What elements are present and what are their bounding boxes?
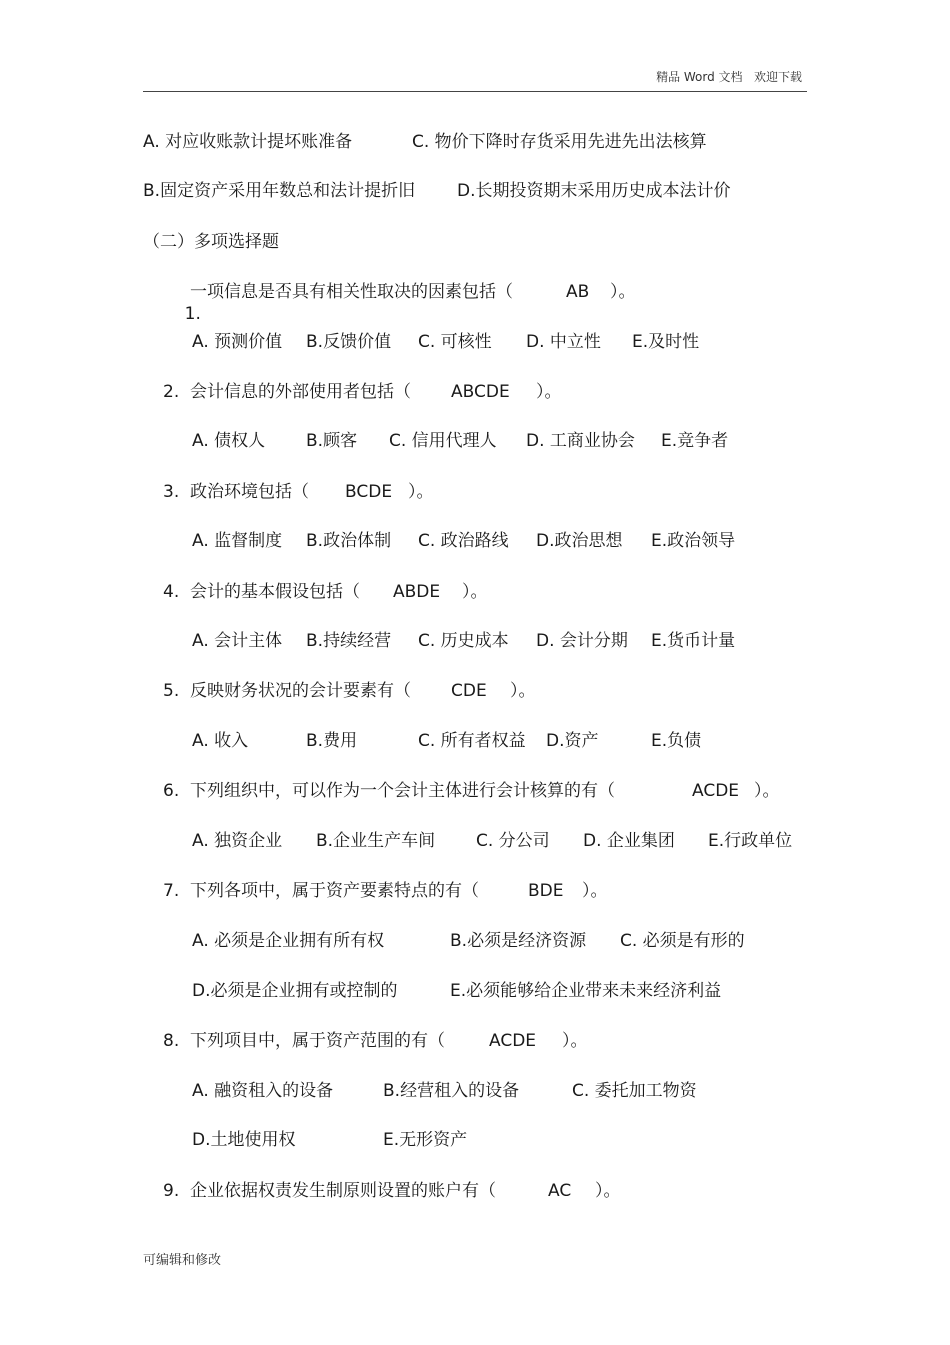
question-9-close: ）。 — [595, 1181, 621, 1201]
question-4-answer: ABDE — [393, 582, 441, 602]
option: C. 委托加工物资 — [572, 1081, 697, 1101]
option: B.政治体制 — [306, 531, 392, 551]
option: D.资产 — [546, 731, 599, 751]
carryover-option-c: C. 物价下降时存货采用先进先出法核算 — [412, 132, 707, 152]
option: D. 中立性 — [526, 332, 601, 352]
question-7-number: 7. — [163, 881, 180, 901]
question-7-close: ）。 — [582, 881, 608, 901]
carryover-option-a: A. 对应收账款计提坏账准备 — [143, 132, 353, 152]
option: E.无形资产 — [383, 1130, 468, 1150]
option: A. 债权人 — [192, 431, 266, 451]
carryover-option-b: B.固定资产采用年数总和法计提折旧 — [143, 181, 416, 201]
question-2-stem: 会计信息的外部使用者包括（ — [190, 382, 411, 402]
question-3-answer: BCDE — [345, 482, 393, 502]
option: E.竞争者 — [661, 431, 729, 451]
question-9-answer: AC — [548, 1181, 572, 1201]
question-2-number: 2. — [163, 382, 180, 402]
question-5-answer: CDE — [451, 681, 487, 701]
option: E.行政单位 — [708, 831, 793, 851]
option: C. 所有者权益 — [418, 731, 526, 751]
question-1-stem: 一项信息是否具有相关性取决的因素包括（ — [190, 282, 513, 302]
option: A. 预测价值 — [192, 332, 283, 352]
question-2-close: ）。 — [536, 382, 562, 402]
option: C. 必须是有形的 — [620, 931, 745, 951]
option: B.反馈价值 — [306, 332, 392, 352]
question-1-answer: AB — [566, 282, 590, 302]
question-7-stem: 下列各项中，属于资产要素特点的有（ — [190, 881, 479, 901]
question-5-stem: 反映财务状况的会计要素有（ — [190, 681, 411, 701]
question-4-close: ）。 — [462, 582, 488, 602]
question-3-number: 3. — [163, 482, 180, 502]
section-title: （二）多项选择题 — [143, 232, 279, 252]
option: B.持续经营 — [306, 631, 392, 651]
option: C. 可核性 — [418, 332, 492, 352]
option: B.费用 — [306, 731, 358, 751]
question-9-number: 9. — [163, 1181, 180, 1201]
question-7-answer: BDE — [528, 881, 564, 901]
option: C. 信用代理人 — [389, 431, 497, 451]
option: E.货币计量 — [651, 631, 736, 651]
question-8-stem: 下列项目中，属于资产范围的有（ — [190, 1031, 445, 1051]
option: A. 会计主体 — [192, 631, 283, 651]
option: E.必须能够给企业带来未来经济利益 — [450, 981, 722, 1001]
option: A. 必须是企业拥有所有权 — [192, 931, 385, 951]
option: A. 监督制度 — [192, 531, 283, 551]
option: C. 历史成本 — [418, 631, 509, 651]
option: B.必须是经济资源 — [450, 931, 587, 951]
question-4-stem: 会计的基本假设包括（ — [190, 582, 360, 602]
question-4-number: 4. — [163, 582, 180, 602]
option: B.企业生产车间 — [316, 831, 436, 851]
question-number: 1. — [184, 304, 201, 324]
question-3-stem: 政治环境包括（ — [190, 482, 309, 502]
footer-text: 可编辑和修改 — [143, 1253, 222, 1268]
question-3-close: ）。 — [408, 482, 434, 502]
option: D.政治思想 — [536, 531, 623, 551]
question-2-answer: ABCDE — [451, 382, 510, 402]
question-5-number: 5. — [163, 681, 180, 701]
option: D. 会计分期 — [536, 631, 628, 651]
question-8-answer: ACDE — [489, 1031, 537, 1051]
option: E.及时性 — [632, 332, 700, 352]
question-6-number: 6. — [163, 781, 180, 801]
question-6-stem: 下列组织中，可以作为一个会计主体进行会计核算的有（ — [190, 781, 615, 801]
option: C. 政治路线 — [418, 531, 509, 551]
question-5-close: ）。 — [510, 681, 536, 701]
question-6-answer: ACDE — [692, 781, 740, 801]
option: D. 企业集团 — [583, 831, 675, 851]
question-8-number: 8. — [163, 1031, 180, 1051]
carryover-option-d: D.长期投资期末采用历史成本法计价 — [457, 181, 731, 201]
header-text: 精品 Word 文档 欢迎下载 — [656, 70, 802, 84]
option: B.顾客 — [306, 431, 358, 451]
question-8-close: ）。 — [562, 1031, 588, 1051]
option: A. 收入 — [192, 731, 249, 751]
option: B.经营租入的设备 — [383, 1081, 520, 1101]
option: D.土地使用权 — [192, 1130, 296, 1150]
question-9-stem: 企业依据权责发生制原则设置的账户有（ — [190, 1181, 496, 1201]
option: D.必须是企业拥有或控制的 — [192, 981, 398, 1001]
question-1-close: ）。 — [610, 282, 636, 302]
option: E.负债 — [651, 731, 702, 751]
option: C. 分公司 — [476, 831, 550, 851]
option: E.政治领导 — [651, 531, 736, 551]
option: A. 独资企业 — [192, 831, 283, 851]
option: D. 工商业协会 — [526, 431, 635, 451]
question-6-close: ）。 — [754, 781, 780, 801]
option: A. 融资租入的设备 — [192, 1081, 334, 1101]
header-divider — [143, 91, 807, 92]
